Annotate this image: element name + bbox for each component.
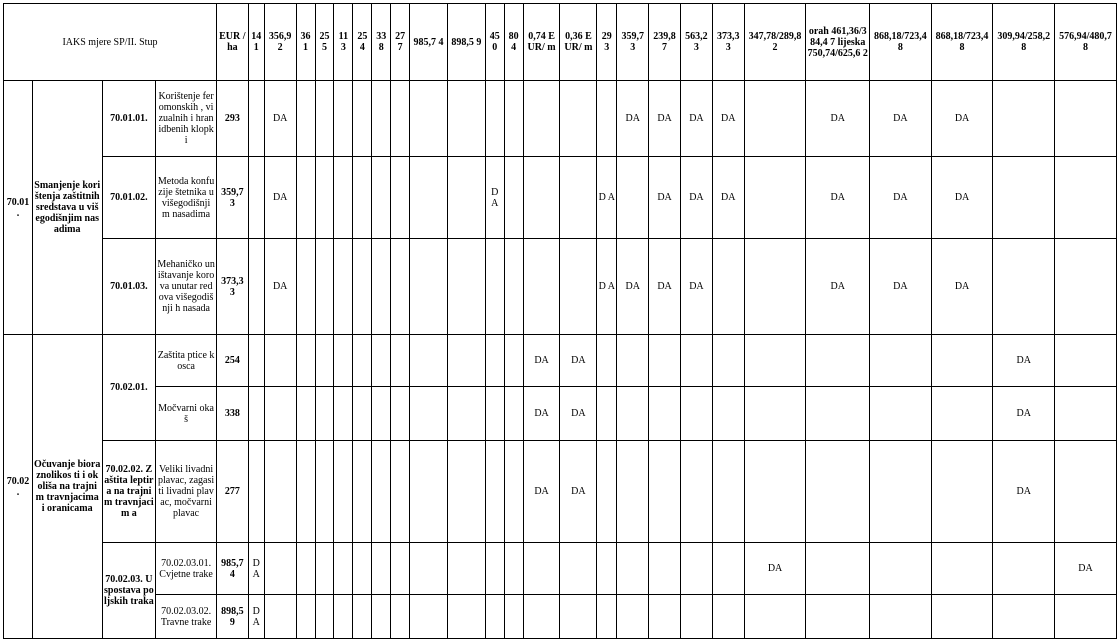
column-header: 347,78/289,8 2 (744, 4, 806, 81)
eligibility-cell (680, 595, 712, 639)
eligibility-cell (296, 335, 315, 387)
eligibility-cell: DA (712, 81, 744, 157)
eligibility-cell: DA (870, 157, 932, 239)
column-header: 239,8 7 (649, 4, 681, 81)
eligibility-cell (447, 441, 485, 543)
eligibility-cell (372, 595, 391, 639)
eligibility-cell (334, 543, 353, 595)
eligibility-cell (410, 157, 448, 239)
eligibility-cell (296, 387, 315, 441)
eligibility-cell (315, 543, 334, 595)
eligibility-cell (410, 543, 448, 595)
eligibility-cell (391, 387, 410, 441)
eligibility-cell (649, 543, 681, 595)
eligibility-cell (296, 239, 315, 335)
measure-description: Zaštita ptice kosca (156, 335, 217, 387)
eligibility-cell: DA (649, 239, 681, 335)
eligibility-cell: DA (806, 81, 870, 157)
eligibility-cell (523, 81, 560, 157)
eligibility-cell (504, 157, 523, 239)
eligibility-cell (617, 335, 649, 387)
eligibility-cell (410, 81, 448, 157)
eligibility-cell (806, 441, 870, 543)
eligibility-cell (931, 543, 993, 595)
eligibility-cell (334, 595, 353, 639)
eligibility-cell: D A (248, 543, 264, 595)
eligibility-cell (447, 543, 485, 595)
eligibility-cell (372, 441, 391, 543)
eligibility-cell: DA (560, 387, 597, 441)
eligibility-cell (447, 81, 485, 157)
eligibility-cell (485, 81, 504, 157)
eligibility-cell (1055, 157, 1117, 239)
eligibility-cell: DA (264, 239, 296, 335)
column-header: 868,18/723,4 8 (870, 4, 932, 81)
eligibility-cell (315, 239, 334, 335)
eligibility-cell (870, 387, 932, 441)
table-row (4, 543, 1117, 595)
eligibility-cell (410, 441, 448, 543)
measure-value: 373,3 3 (216, 239, 248, 335)
eligibility-cell (264, 441, 296, 543)
eligibility-cell (504, 441, 523, 543)
group-code: 70.02 . (4, 335, 33, 639)
column-header: 576,94/480,7 8 (1055, 4, 1117, 81)
table-title: IAKS mjere SP/II. Stup (4, 4, 217, 81)
eligibility-cell (712, 543, 744, 595)
eligibility-cell (504, 239, 523, 335)
measure-code: 70.02.01. (102, 335, 156, 441)
eligibility-cell (744, 81, 806, 157)
header-row (4, 4, 1117, 81)
eligibility-cell (993, 543, 1055, 595)
eligibility-cell: DA (712, 157, 744, 239)
eligibility-cell (504, 387, 523, 441)
eligibility-cell (870, 543, 932, 595)
eligibility-cell: D A (485, 157, 504, 239)
table-row (4, 595, 1117, 639)
measure-code: 70.02.02. Zaštita leptira na trajnim travnjacim a (102, 441, 156, 543)
eligibility-cell: D A (248, 595, 264, 639)
column-header: 25 5 (315, 4, 334, 81)
eligibility-cell: DA (680, 157, 712, 239)
eligibility-cell (1055, 239, 1117, 335)
measure-description: Metoda konfuzije štetnika u višegodišnji m nasadima (156, 157, 217, 239)
eligibility-cell (391, 239, 410, 335)
eligibility-cell (617, 543, 649, 595)
measure-code: 70.01.03. (102, 239, 156, 335)
eligibility-cell (560, 157, 597, 239)
eligibility-cell (523, 239, 560, 335)
eligibility-cell (353, 543, 372, 595)
eligibility-cell (680, 543, 712, 595)
measure-description: Veliki livadni plavac, zagasiti livadni plavac, močvarni plavac (156, 441, 217, 543)
eligibility-cell (806, 335, 870, 387)
column-header: 868,18/723,4 8 (931, 4, 993, 81)
eligibility-cell (372, 157, 391, 239)
eligibility-cell: DA (806, 157, 870, 239)
group-name: Smanjenje korištenja zaštitnih sredstava u višegodišnjim nasadima (32, 81, 102, 335)
eligibility-cell (485, 441, 504, 543)
eligibility-cell (353, 157, 372, 239)
eligibility-cell (744, 595, 806, 639)
table-row (4, 335, 1117, 387)
eligibility-cell: DA (870, 81, 932, 157)
eligibility-cell (485, 543, 504, 595)
eligibility-cell: D A (597, 157, 617, 239)
eligibility-cell (296, 595, 315, 639)
eligibility-cell (712, 335, 744, 387)
table-row (4, 157, 1117, 239)
eligibility-cell (264, 543, 296, 595)
column-header: 898,5 9 (447, 4, 485, 81)
measure-description: Mehaničko uništavanje korova unutar redova višegodišnji h nasada (156, 239, 217, 335)
eligibility-cell (248, 157, 264, 239)
eligibility-cell (353, 441, 372, 543)
group-name: Očuvanje bioraznolikos ti i okoliša na trajnim travnjacima i oranicama (32, 335, 102, 639)
column-header: 0,74 EUR/ m (523, 4, 560, 81)
measure-code: 70.02.03. Uspostava poljskih traka (102, 543, 156, 639)
measure-value: 254 (216, 335, 248, 387)
column-header: 359,7 3 (617, 4, 649, 81)
eligibility-cell (334, 387, 353, 441)
eligibility-cell (504, 543, 523, 595)
eligibility-cell (680, 335, 712, 387)
eligibility-cell: DA (264, 157, 296, 239)
eligibility-cell (712, 387, 744, 441)
eligibility-cell (315, 335, 334, 387)
eligibility-cell (248, 387, 264, 441)
column-header: 29 3 (597, 4, 617, 81)
eligibility-cell (617, 595, 649, 639)
eligibility-cell (523, 157, 560, 239)
measure-code: 70.01.01. (102, 81, 156, 157)
eligibility-cell (296, 441, 315, 543)
eligibility-cell (296, 81, 315, 157)
eligibility-cell (485, 335, 504, 387)
eligibility-cell (744, 335, 806, 387)
eligibility-cell (712, 595, 744, 639)
column-header: orah 461,36/384,4 7 lijeska 750,74/625,6 2 (806, 4, 870, 81)
column-header: 45 0 (485, 4, 504, 81)
eligibility-cell: DA (931, 81, 993, 157)
table-row (4, 239, 1117, 335)
eligibility-cell (806, 543, 870, 595)
eligibility-cell (315, 387, 334, 441)
eligibility-cell (248, 441, 264, 543)
eligibility-cell (391, 595, 410, 639)
eligibility-cell (447, 157, 485, 239)
eligibility-cell (649, 441, 681, 543)
eligibility-cell (410, 335, 448, 387)
eligibility-cell: D A (597, 239, 617, 335)
eligibility-cell: DA (523, 387, 560, 441)
measure-value: 293 (216, 81, 248, 157)
eligibility-cell: DA (680, 239, 712, 335)
eligibility-cell: DA (523, 335, 560, 387)
eligibility-cell (504, 335, 523, 387)
eligibility-cell: DA (806, 239, 870, 335)
eligibility-cell: DA (870, 239, 932, 335)
eligibility-cell (870, 441, 932, 543)
eligibility-cell (391, 157, 410, 239)
eligibility-cell (391, 81, 410, 157)
eligibility-cell (744, 387, 806, 441)
eligibility-cell (993, 595, 1055, 639)
eligibility-cell (447, 595, 485, 639)
table-row (4, 441, 1117, 543)
eligibility-cell (315, 441, 334, 543)
eligibility-cell (649, 387, 681, 441)
eligibility-cell (1055, 595, 1117, 639)
eligibility-cell (870, 335, 932, 387)
eligibility-cell (264, 595, 296, 639)
eligibility-cell (372, 335, 391, 387)
eligibility-cell (353, 335, 372, 387)
column-header: 36 1 (296, 4, 315, 81)
eligibility-cell: DA (931, 157, 993, 239)
eligibility-cell (485, 595, 504, 639)
eligibility-cell (649, 595, 681, 639)
eligibility-cell (560, 595, 597, 639)
measure-value: 277 (216, 441, 248, 543)
eligibility-cell (560, 239, 597, 335)
eligibility-cell (334, 239, 353, 335)
eligibility-cell: DA (993, 335, 1055, 387)
eligibility-cell (560, 543, 597, 595)
eligibility-cell: DA (993, 441, 1055, 543)
eligibility-cell (617, 441, 649, 543)
eligibility-cell (560, 81, 597, 157)
eligibility-cell (353, 239, 372, 335)
eligibility-cell (264, 335, 296, 387)
eligibility-cell (264, 387, 296, 441)
eligibility-cell (248, 335, 264, 387)
eligibility-cell (391, 543, 410, 595)
measure-value: 985,7 4 (216, 543, 248, 595)
column-header: 0,36 EUR/ m (560, 4, 597, 81)
eligibility-cell (447, 239, 485, 335)
column-header: 80 4 (504, 4, 523, 81)
eligibility-cell (334, 81, 353, 157)
measure-value: 898,5 9 (216, 595, 248, 639)
eligibility-cell (353, 387, 372, 441)
eligibility-cell (334, 441, 353, 543)
column-header: 27 7 (391, 4, 410, 81)
eligibility-cell (680, 387, 712, 441)
measure-value: 338 (216, 387, 248, 441)
eligibility-cell (447, 335, 485, 387)
eligibility-cell: DA (649, 81, 681, 157)
eligibility-cell: DA (931, 239, 993, 335)
group-code: 70.01 . (4, 81, 33, 335)
column-header: 11 3 (334, 4, 353, 81)
eligibility-cell (296, 157, 315, 239)
column-header: 14 1 (248, 4, 264, 81)
table-row (4, 81, 1117, 157)
eligibility-cell (597, 595, 617, 639)
eligibility-cell (931, 441, 993, 543)
column-header: 373,3 3 (712, 4, 744, 81)
eligibility-cell: DA (649, 157, 681, 239)
measure-code: 70.01.02. (102, 157, 156, 239)
eligibility-cell (931, 335, 993, 387)
eligibility-cell (372, 387, 391, 441)
eligibility-cell (597, 335, 617, 387)
measure-description: 70.02.03.02. Travne trake (156, 595, 217, 639)
eligibility-cell (410, 387, 448, 441)
measure-value: 359,7 3 (216, 157, 248, 239)
eligibility-cell (1055, 335, 1117, 387)
eligibility-cell (806, 595, 870, 639)
eligibility-cell (993, 157, 1055, 239)
eligibility-cell: DA (264, 81, 296, 157)
eligibility-cell (372, 81, 391, 157)
eligibility-cell (504, 81, 523, 157)
eligibility-cell (993, 239, 1055, 335)
table-row (4, 387, 1117, 441)
eligibility-cell (712, 441, 744, 543)
eligibility-cell (315, 157, 334, 239)
eligibility-cell (1055, 387, 1117, 441)
eligibility-cell: DA (680, 81, 712, 157)
eligibility-cell: DA (560, 335, 597, 387)
eligibility-cell: DA (617, 239, 649, 335)
eligibility-cell (680, 441, 712, 543)
eligibility-cell: DA (744, 543, 806, 595)
eligibility-cell (617, 387, 649, 441)
eligibility-cell (334, 157, 353, 239)
eligibility-cell (744, 157, 806, 239)
eligibility-cell: DA (560, 441, 597, 543)
eligibility-cell (447, 387, 485, 441)
measure-description: Korištenje feromonskih , vizualnih i hranidbenih klopki (156, 81, 217, 157)
eligibility-cell (806, 387, 870, 441)
eligibility-cell (315, 81, 334, 157)
eligibility-cell (248, 239, 264, 335)
eligibility-cell (410, 239, 448, 335)
eligibility-cell (870, 595, 932, 639)
measure-description: Močvarni okaš (156, 387, 217, 441)
eligibility-cell: DA (993, 387, 1055, 441)
eligibility-cell (353, 81, 372, 157)
column-header: 33 8 (372, 4, 391, 81)
column-header: 563,2 3 (680, 4, 712, 81)
eligibility-cell (315, 595, 334, 639)
eligibility-cell (391, 335, 410, 387)
eligibility-cell (353, 595, 372, 639)
column-header: 356,9 2 (264, 4, 296, 81)
eligibility-cell (504, 595, 523, 639)
eligibility-cell (391, 441, 410, 543)
eligibility-cell: DA (617, 81, 649, 157)
eligibility-cell (597, 441, 617, 543)
eligibility-cell (931, 595, 993, 639)
eligibility-cell (597, 387, 617, 441)
eligibility-cell (523, 595, 560, 639)
eligibility-cell (931, 387, 993, 441)
eligibility-cell (597, 81, 617, 157)
measures-table (3, 3, 1117, 639)
eligibility-cell (744, 239, 806, 335)
eligibility-cell (248, 81, 264, 157)
eligibility-cell (410, 595, 448, 639)
eligibility-cell: DA (523, 441, 560, 543)
eligibility-cell (617, 157, 649, 239)
eligibility-cell (334, 335, 353, 387)
measure-description: 70.02.03.01. Cvjetne trake (156, 543, 217, 595)
eligibility-cell (712, 239, 744, 335)
unit-header: EUR /ha (216, 4, 248, 81)
eligibility-cell (744, 441, 806, 543)
eligibility-cell (485, 387, 504, 441)
eligibility-cell (372, 239, 391, 335)
eligibility-cell: DA (1055, 543, 1117, 595)
column-header: 985,7 4 (410, 4, 448, 81)
eligibility-cell (296, 543, 315, 595)
eligibility-cell (1055, 441, 1117, 543)
eligibility-cell (372, 543, 391, 595)
column-header: 309,94/258,2 8 (993, 4, 1055, 81)
eligibility-cell (1055, 81, 1117, 157)
eligibility-cell (485, 239, 504, 335)
eligibility-cell (523, 543, 560, 595)
eligibility-cell (597, 543, 617, 595)
eligibility-cell (993, 81, 1055, 157)
column-header: 25 4 (353, 4, 372, 81)
eligibility-cell (649, 335, 681, 387)
